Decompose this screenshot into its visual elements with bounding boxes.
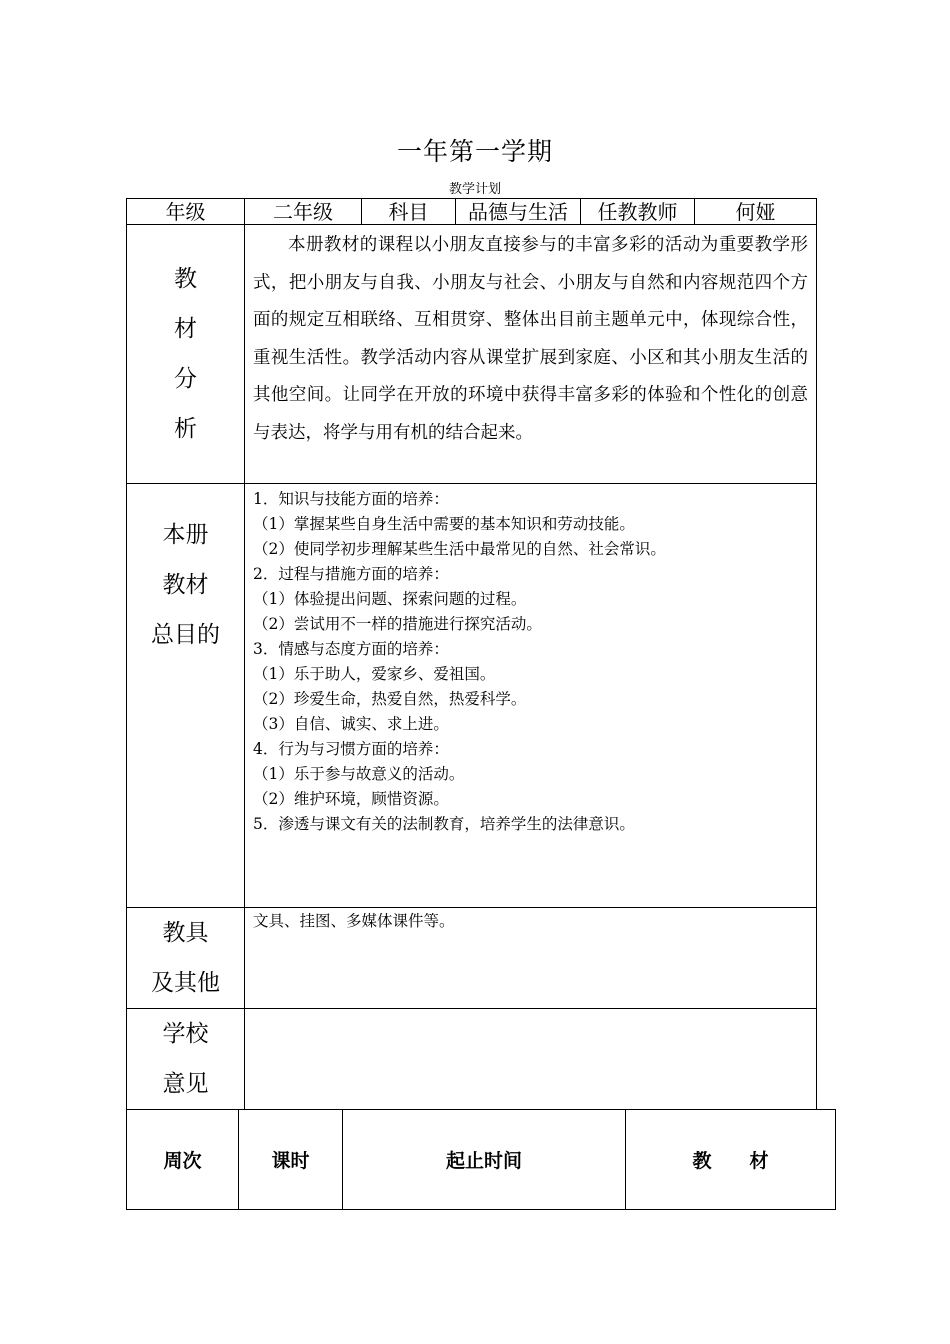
goal-line: 2．过程与措施方面的培养： [253,565,449,583]
analysis-label-char: 教 [174,266,197,292]
school-label-line: 学校 [162,1021,209,1047]
date-range-header: 起止时间 [343,1110,626,1210]
goal-line: 3．情感与态度方面的培养： [253,640,449,658]
lesson-hours-header: 课时 [239,1110,343,1210]
goal-line: （1）体验提出问题、探索问题的过程。 [253,590,527,608]
goal-line: 5．渗透与课文有关的法制教育，培养学生的法律意识。 [253,815,635,833]
teacher-label: 任教教师 [581,199,695,225]
textbook-header: 教 材 [626,1110,836,1210]
analysis-label-char: 析 [174,416,197,442]
analysis-content [245,225,817,484]
goal-line: （1）乐于助人，爱家乡、爱祖国。 [253,665,496,683]
analysis-row [127,225,817,484]
tools-row [127,908,817,1009]
school-row [127,1009,817,1110]
teacher-value: 何娅 [695,199,817,225]
teaching-plan-table [126,198,817,1110]
goal-line: （3）自信、诚实、求上进。 [253,715,449,733]
goals-label-line: 本册 [162,522,209,548]
goal-line: 4．行为与习惯方面的培养： [253,740,449,758]
school-label [127,1009,245,1110]
goal-line: 1．知识与技能方面的培养： [253,490,449,508]
weekly-schedule-table [126,1109,836,1210]
weekly-header-row [127,1110,836,1210]
goals-label-line: 教材 [162,572,209,598]
subject-label: 科目 [362,199,456,225]
goals-row [127,484,817,908]
goals-label [127,484,245,908]
goal-line: （2）维护环境，顾惜资源。 [253,790,449,808]
school-label-line: 意见 [162,1071,209,1097]
goal-line: （2）尝试用不一样的措施进行探究活动。 [253,615,542,633]
analysis-label-char: 材 [174,316,197,342]
goal-line: （2）使同学初步理解某些生活中最常见的自然、社会常识。 [253,540,666,558]
document-title: 一年第一学期 [396,137,553,166]
tools-label-line: 及其他 [151,970,220,996]
goal-line: （1）乐于参与故意义的活动。 [253,765,465,783]
subject-value: 品德与生活 [456,199,581,225]
tools-label-line: 教具 [162,920,209,946]
header-row [127,199,817,225]
tools-text: 文具、挂图、多媒体课件等。 [253,912,455,930]
goals-content [245,484,817,908]
analysis-label-char: 分 [174,366,197,392]
goals-label-line: 总目的 [151,622,220,648]
grade-label: 年级 [127,199,245,225]
goal-line: （2）珍爱生命，热爱自然，热爱科学。 [253,690,527,708]
goal-line: （1）掌握某些自身生活中需要的基本知识和劳动技能。 [253,515,635,533]
school-opinion-cell [245,1009,817,1110]
tools-content [245,908,817,1009]
week-header: 周次 [127,1110,239,1210]
document-subtitle: 教学计划 [448,182,501,197]
grade-value: 二年级 [245,199,362,225]
analysis-label [127,225,245,484]
analysis-text: 本册教材的课程以小朋友直接参与的丰富多彩的活动为重要教学形式，把小朋友与自我、小朋友与社会、小朋友与自然和内容规范四个方面的规定互相联络、互相贯穿、整体出目前主题单元中，体现综合性，重视生活性。教学活动内容从课堂扩展到家庭、小区和其小朋友生活的其他空间。让同学在开放的环境中获得丰富多彩的体验和个性化的创意与表达，将学与用有机的结合起来。 [253,235,808,443]
tools-label [127,908,245,1009]
